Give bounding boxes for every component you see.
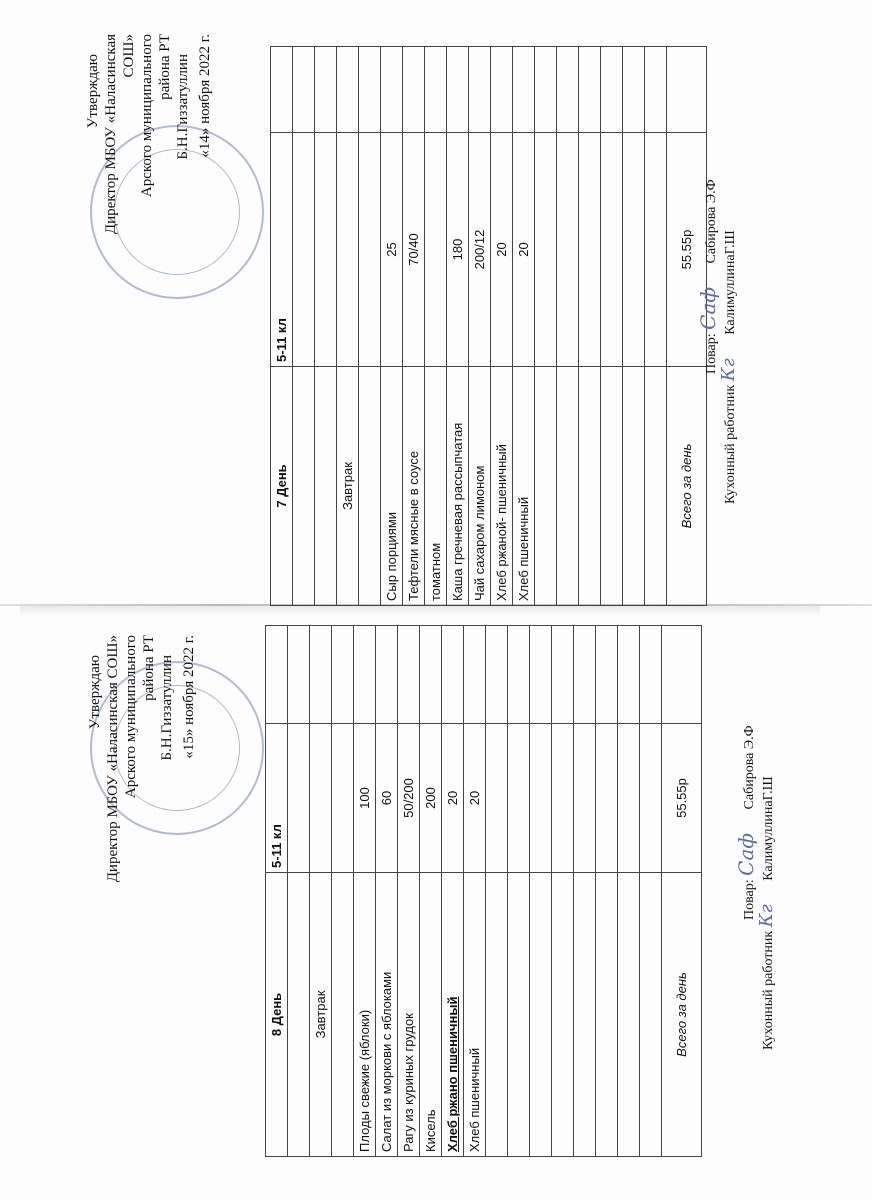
day7-worker-signature: Кг [718, 358, 739, 382]
table-row: Хлеб пшеничный 20 [464, 626, 486, 1157]
day8-cook-signature: Саф [734, 832, 758, 876]
table-row: Рагу из куриных грудок 50/200 [398, 626, 420, 1157]
day7-worker-name: КалимуллинаГ.Ш [723, 230, 738, 335]
table-total-row [662, 626, 702, 1157]
empty-cell [266, 626, 288, 724]
day7-worker-label: Кухонный работник [723, 384, 738, 504]
day7-cook-label: Повар: [704, 333, 719, 374]
table-row [359, 47, 381, 606]
day8-approve-date: «15» ноября 2022 г. [181, 635, 197, 759]
day7-staff-block [696, 179, 739, 504]
day7-cook-signature: Саф [696, 286, 720, 330]
table-row [623, 47, 645, 606]
table-header-row [266, 626, 288, 1157]
day8-sheet [0, 590, 872, 1180]
day8-section-label: Завтрак [310, 873, 332, 1157]
table-row: Сыр порциями 25 [381, 47, 403, 606]
table-row: Хлеб ржано пшеничный 20 [442, 626, 464, 1157]
day8-cook-name: Сабирова Э.Ф [742, 725, 757, 810]
day8-approve-title: Утверждаю [87, 655, 103, 730]
day8-approve-district: Арского муниципального [123, 635, 139, 799]
table-row [332, 626, 354, 1157]
day7-approve-director: Директор МБОУ «Наласинская [103, 34, 119, 235]
day8-menu-table [265, 625, 702, 1157]
empty-cell [271, 47, 293, 133]
day8-total-value: 55.55р [662, 724, 702, 873]
table-row: Каша гречневая рассыпчатая 180 [447, 47, 469, 606]
day7-approve-region: района РТ [157, 34, 173, 100]
day7-approve-date: «14» ноября 2022 г. [197, 34, 213, 158]
table-row: Тефтели мясные в соусе 70/40 [403, 47, 425, 606]
day7-approval-block [84, 34, 214, 434]
day7-cook-name: Сабирова Э.Ф [704, 179, 719, 264]
day7-total-value: 55.55р [667, 133, 707, 367]
table-row: Плоды свежие (яблоки) 100 [354, 626, 376, 1157]
table-row [596, 626, 618, 1157]
table-row: Чай сахаром лимоном 200/12 [469, 47, 491, 606]
table-row: Хлеб пшеничный 20 [513, 47, 535, 606]
day7-approve-title: Утверждаю [85, 54, 101, 129]
day7-approve-name: Б.Н.Гиззатуллин [175, 54, 191, 160]
table-row [486, 626, 508, 1157]
day8-day-label: 8 День [266, 873, 288, 1157]
day7-class-label: 5-11 кл [271, 133, 293, 367]
day7-menu-table [270, 46, 707, 606]
day8-total-label: Всего за день [662, 873, 702, 1157]
day7-approve-school: СОШ» [121, 34, 137, 78]
table-row: Хлеб ржаной- пшеничный 20 [491, 47, 513, 606]
table-header-row [271, 47, 293, 606]
table-row [288, 626, 310, 1157]
table-row [645, 47, 667, 606]
day7-section-label: Завтрак [337, 367, 359, 606]
day8-worker-signature: Кг [756, 904, 777, 928]
table-row [601, 47, 623, 606]
day8-worker-label: Кухонный работник [761, 930, 776, 1050]
day8-class-label: 5-11 кл [266, 724, 288, 873]
day8-approval-block [86, 635, 198, 980]
day8-approve-director: Директор МБОУ «Наласинская СОШ» [105, 635, 121, 883]
table-row [315, 47, 337, 606]
table-row [640, 626, 662, 1157]
table-row: Салат из моркови с яблоками 60 [376, 626, 398, 1157]
table-row: Кисель 200 [420, 626, 442, 1157]
table-row [310, 626, 332, 1157]
table-row [508, 626, 530, 1157]
table-row [574, 626, 596, 1157]
day8-approve-name: Б.Н.Гиззатуллин [159, 655, 175, 761]
table-row [535, 47, 557, 606]
table-row [530, 626, 552, 1157]
table-row [293, 47, 315, 606]
day7-approve-district: Арского муниципального [139, 34, 155, 198]
table-row: томатном [425, 47, 447, 606]
table-row [552, 626, 574, 1157]
day8-worker-name: КалимуллинаГ.Ш [761, 776, 776, 881]
day8-approve-region: района РТ [141, 635, 157, 701]
table-row [579, 47, 601, 606]
table-row [337, 47, 359, 606]
table-row [557, 47, 579, 606]
day8-staff-block [734, 725, 777, 1050]
day7-day-label: 7 День [271, 367, 293, 606]
day7-total-label: Всего за день [667, 367, 707, 606]
table-row [618, 626, 640, 1157]
day8-cook-label: Повар: [742, 879, 757, 920]
